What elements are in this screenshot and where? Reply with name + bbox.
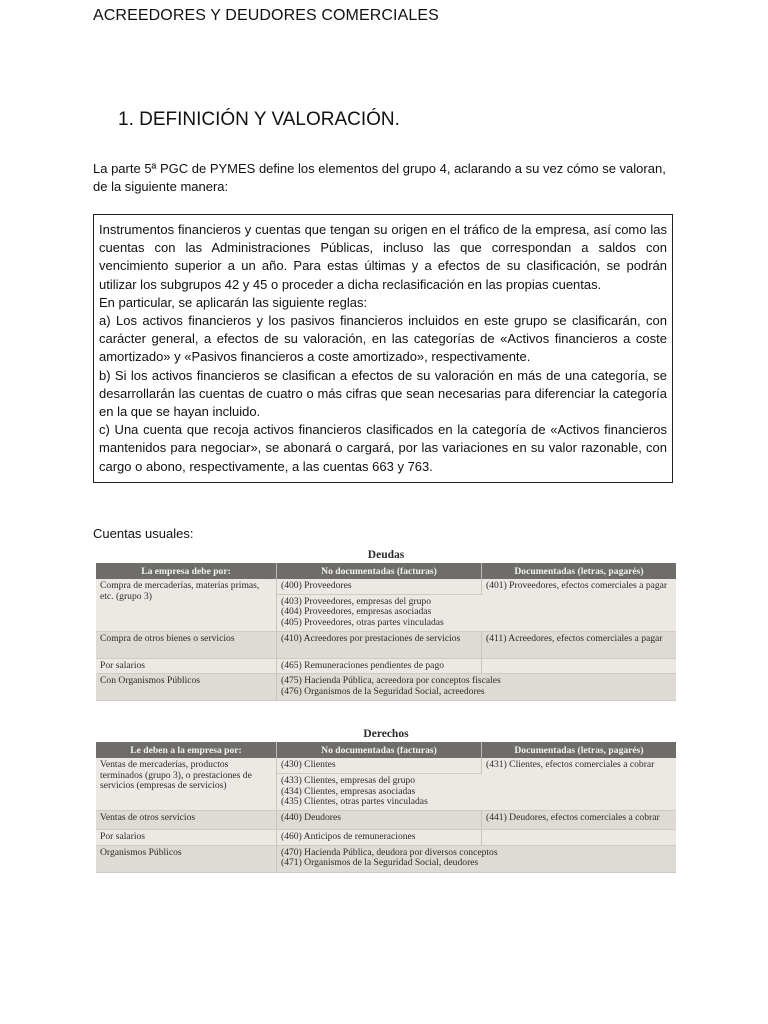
doc-cell: (401) Proveedores, efectos comerciales a pagar [482,579,677,631]
definition-quote-box [93,214,673,483]
quote-paragraph: b) Si los activos financieros se clasifican a efectos de su valoración en más de una categoría, se desarrollarán las cuentas de cuatro o más cifras que sean necesarias para diferenciar la categoría en la que se hayan incluido. [99,367,667,420]
quote-paragraph: a) Los activos financieros y los pasivos financieros incluidos en este grupo se clasificarán, con carácter general, a efectos de su valoración, en las categorías de «Activos financieros a coste amortizado» y «Pasivos financieros a coste amortizado», respectivamente. [99,313,667,365]
table-row [96,811,676,830]
no-doc-cell: (430) Clientes [277,758,482,774]
no-doc-cell: (403) Proveedores, empresas del grupo (404) Proveedores, empresas asociadas (405) Proveedores, otras partes vinculadas [277,594,482,631]
column-header: Le deben a la empresa por: [96,742,277,758]
document-title: ACREEDORES Y DEUDORES COMERCIALES [93,7,439,24]
deudas-table-image [96,547,676,701]
table-row [96,758,676,774]
concept-cell: Por salarios [96,658,277,674]
doc-cell [482,658,677,674]
concept-cell: Organismos Públicos [96,845,277,872]
column-header: No documentadas (facturas) [277,563,482,579]
no-doc-cell: (400) Proveedores [277,579,482,594]
derechos-table-image [96,726,676,873]
intro-paragraph: La parte 5ª PGC de PYMES define los elementos del grupo 4, aclarando a su vez cómo se valoran, de la siguiente manera: [93,161,666,194]
column-header: No documentadas (facturas) [277,742,482,758]
concept-cell: Compra de otros bienes o servicios [96,631,277,658]
table-row [96,631,676,658]
column-header: Documentadas (letras, pagarés) [482,742,677,758]
quote-paragraph: c) Una cuenta que recoja activos financieros clasificados en la categoría de «Activos financieros mantenidos para negociar», se abonará o cargará, por las variaciones en su valor razonable, con cargo o abono, respectivamente, a las cuentas 663 y 763. [99,422,667,474]
table-row [96,845,676,872]
doc-cell [482,830,677,846]
concept-cell: Con Organismos Públicos [96,674,277,701]
no-doc-cell: (470) Hacienda Pública, deudora por diversos conceptos (471) Organismos de la Seguridad Social, deudores [277,845,677,872]
doc-cell: (431) Clientes, efectos comerciales a cobrar [482,758,677,811]
no-doc-cell: (440) Deudores [277,811,482,830]
derechos-table [96,742,676,873]
no-doc-cell: (465) Remuneraciones pendientes de pago [277,658,482,674]
concept-cell: Compra de mercaderías, materias primas, etc. (grupo 3) [96,579,277,631]
doc-cell: (411) Acreedores, efectos comerciales a pagar [482,631,677,658]
concept-cell: Por salarios [96,830,277,846]
section-heading: 1. DEFINICIÓN Y VALORACIÓN. [118,109,400,130]
doc-cell: (441) Deudores, efectos comerciales a cobrar [482,811,677,830]
table-row [96,579,676,594]
concept-cell: Ventas de mercaderías, productos terminados (grupo 3), o prestaciones de servicios (empresas de servicios) [96,758,277,811]
quote-paragraph: En particular, se aplicarán las siguiente reglas: [99,294,368,310]
no-doc-cell: (475) Hacienda Pública, acreedora por conceptos fiscales (476) Organismos de la Seguridad Social, acreedores [277,674,677,701]
table-row [96,674,676,701]
cuentas-usuales-label: Cuentas usuales: [93,526,194,541]
no-doc-cell: (410) Acreedores por prestaciones de servicios [277,631,482,658]
no-doc-cell: (433) Clientes, empresas del grupo (434) Clientes, empresas asociadas (435) Clientes, otras partes vinculadas [277,774,482,811]
concept-cell: Ventas de otros servicios [96,811,277,830]
derechos-title: Derechos [96,726,676,742]
column-header: La empresa debe por: [96,563,277,579]
table-row [96,658,676,674]
quote-paragraph: Instrumentos financieros y cuentas que tengan su origen en el tráfico de la empresa, así como las cuentas con las Administraciones Públicas, incluso las que correspondan a saldos con vencimiento superior a un año. Para estas últimas y a efectos de su clasificación, se podrán utilizar los subgrupos 42 y 45 o proceder a dicha reclasificación en las propias cuentas. [99,222,667,292]
deudas-title: Deudas [96,547,676,563]
deudas-table [96,563,676,701]
column-header: Documentadas (letras, pagarés) [482,563,677,579]
no-doc-cell: (460) Anticipos de remuneraciones [277,830,482,846]
table-row [96,830,676,846]
